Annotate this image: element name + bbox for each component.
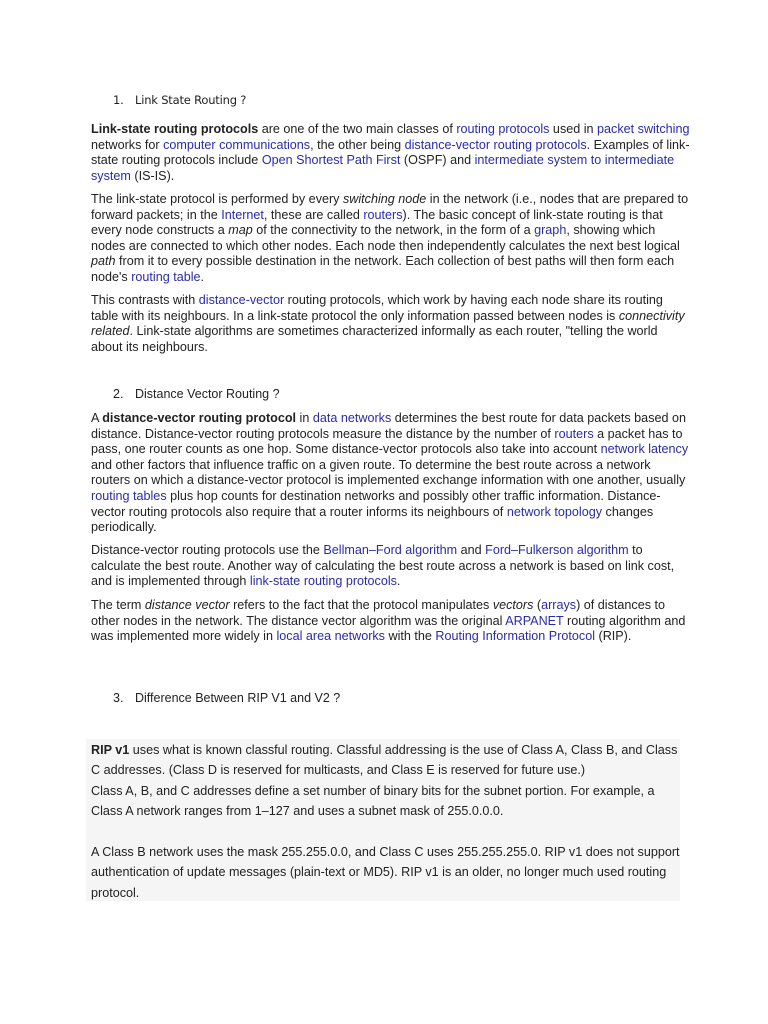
link-routers[interactable]: routers xyxy=(363,207,403,222)
text-span: (OSPF) and xyxy=(400,153,475,168)
link-routing-table[interactable]: routing table xyxy=(131,269,201,284)
link-link-state-routing-protocols[interactable]: link-state routing protocols xyxy=(249,574,397,589)
text-span: Distance-vector routing protocols use the xyxy=(91,543,324,557)
link-is-is[interactable]: intermediate system to intermediate system xyxy=(91,153,675,183)
text-span: and other factors that influence traffic on a given route. To determine the best route across a network routers on which a distance-vector protocol is implemented exchange information with one another, usually xyxy=(91,457,686,488)
section-1-paragraph-1 xyxy=(91,122,691,184)
text-span: with the xyxy=(384,629,436,644)
section-1-paragraph-3 xyxy=(91,293,691,355)
text-span: . Examples of link-state routing protocols include xyxy=(91,137,690,168)
italic-term: distance vector xyxy=(144,598,230,612)
bold-term: RIP v1 xyxy=(91,743,130,757)
link-arpanet[interactable]: ARPANET xyxy=(505,613,564,628)
link-routing-protocols[interactable]: routing protocols xyxy=(456,122,550,136)
text-span: This contrasts with xyxy=(91,293,199,307)
text-span: , showing which nodes are connected to which other nodes. Each node then independently calculates the next best logical xyxy=(91,223,680,253)
text-span: ( xyxy=(533,598,542,612)
link-arrays[interactable]: arrays xyxy=(541,598,577,612)
section-2-paragraph-1 xyxy=(91,411,691,536)
text-span: The term xyxy=(91,598,145,612)
text-span: are one of the two main classes of xyxy=(258,122,457,136)
bold-term: distance-vector routing protocol xyxy=(102,411,297,425)
link-distance-vector[interactable]: distance-vector xyxy=(198,293,285,307)
section-3-number: 3. xyxy=(113,691,124,705)
text-span: ) of distances to other nodes in the network. The distance vector algorithm was the original xyxy=(91,598,666,628)
italic-term: vectors xyxy=(492,598,534,612)
section-2-paragraph-3 xyxy=(91,598,691,645)
text-span: ). The basic concept of link-state routing is that every node constructs a xyxy=(91,207,663,238)
text-span: Class A, B, and C addresses define a set number of binary bits for the subnet portion. For example, a Class A network ranges from 1–127 and uses a subnet mask of 255.0.0.0. xyxy=(91,783,655,818)
text-span: (IS-IS). xyxy=(130,168,175,183)
link-packet-switching[interactable]: packet switching xyxy=(597,122,690,136)
text-span: . xyxy=(396,574,401,589)
text-span: and xyxy=(457,543,486,557)
link-graph[interactable]: graph xyxy=(534,223,567,238)
italic-term: path xyxy=(91,254,116,269)
text-span: A xyxy=(91,411,103,425)
link-ospf[interactable]: Open Shortest Path First xyxy=(261,153,401,168)
text-span: uses what is known classful routing. Classful addressing is the use of Class A, Class B, and Class C addresses. (Class D is reserved for multicasts, and Class E is reserved for future use.) xyxy=(91,743,678,778)
italic-term: switching node xyxy=(342,192,427,206)
link-internet[interactable]: Internet xyxy=(221,207,264,222)
link-computer-communications[interactable]: computer communications xyxy=(163,137,311,152)
text-span: in the network (i.e., nodes that are prepared to forward packets; in the xyxy=(91,192,689,222)
section-3-paragraph-2 xyxy=(91,842,681,903)
link-routing-information-protocol[interactable]: Routing Information Protocol xyxy=(435,629,595,644)
section-1-number: 1. xyxy=(113,93,124,107)
link-local-area-networks[interactable]: local area networks xyxy=(276,629,385,644)
text-span: used in xyxy=(549,122,598,136)
link-ford-fulkerson-algorithm[interactable]: Ford–Fulkerson algorithm xyxy=(485,543,629,557)
text-span: , these are called xyxy=(263,207,364,222)
text-span: refers to the fact that the protocol manipulates xyxy=(229,598,493,612)
section-3-heading xyxy=(113,691,340,705)
text-span: networks for xyxy=(91,137,164,152)
section-2-number: 2. xyxy=(113,387,124,401)
italic-term: map xyxy=(228,223,253,238)
text-span: routing algorithm and was implemented more widely in xyxy=(91,613,686,644)
text-span: . Link-state algorithms are sometimes characterized informally as each router, "telling the world about its neighbours. xyxy=(91,324,658,354)
text-span: (RIP). xyxy=(595,629,632,644)
text-span: A Class B network uses the mask 255.255.0.0, and Class C uses 255.255.255.0. RIP v1 does not support authentication of update messages (plain-text or MD5). RIP v1 is an older, no longer much used routing protocol. xyxy=(91,845,680,900)
section-3-title: Difference Between RIP V1 and V2 ? xyxy=(135,691,341,705)
bold-term: Link-state routing protocols xyxy=(91,122,259,136)
link-distance-vector-routing-protocols[interactable]: distance-vector routing protocols xyxy=(404,137,587,152)
text-span: , the other being xyxy=(310,137,405,152)
link-network-latency[interactable]: network latency xyxy=(600,442,689,457)
section-1-title: Link State Routing ? xyxy=(135,93,247,107)
section-2-paragraph-2 xyxy=(91,543,691,590)
link-data-networks[interactable]: data networks xyxy=(312,411,392,425)
text-span: plus hop counts for destination networks and possibly other traffic information. Distance-vector routing protocols also require that a router informs its neighbours of xyxy=(91,488,661,519)
section-1-paragraph-2 xyxy=(91,192,691,286)
link-routing-tables[interactable]: routing tables xyxy=(91,488,167,503)
section-3-paragraph-1 xyxy=(91,740,681,821)
text-span: from it to every possible destination in the network. Each collection of best paths will then form each node's xyxy=(91,254,675,284)
link-network-topology[interactable]: network topology xyxy=(506,504,603,519)
text-span: of the connectivity to the network, in the form of a xyxy=(252,223,535,238)
text-span: to calculate the best route. Another way of calculating the best route across a network is based on link cost, and is implemented through xyxy=(91,543,675,589)
text-span: . xyxy=(200,269,205,284)
italic-term: connectivity related xyxy=(91,308,685,339)
text-span: in xyxy=(296,411,313,425)
text-span: a packet has to pass, one router counts as one hop. Some distance-vector protocols also take into account xyxy=(91,426,683,457)
link-bellman-ford-algorithm[interactable]: Bellman–Ford algorithm xyxy=(323,543,458,557)
section-1-heading xyxy=(113,93,246,107)
text-span: The link-state protocol is performed by every xyxy=(91,192,343,206)
link-routers[interactable]: routers xyxy=(554,426,594,441)
text-span: routing protocols, which work by having each node share its routing table with its neighbours. In a link-state protocol the only information passed between nodes is xyxy=(91,293,663,323)
section-2-title: Distance Vector Routing ? xyxy=(135,387,280,401)
text-span: changes periodically. xyxy=(91,504,654,535)
text-span: determines the best route for data packets based on distance. Distance-vector routing protocols measure the distance by the number of xyxy=(91,411,687,441)
section-2-heading xyxy=(113,387,280,401)
